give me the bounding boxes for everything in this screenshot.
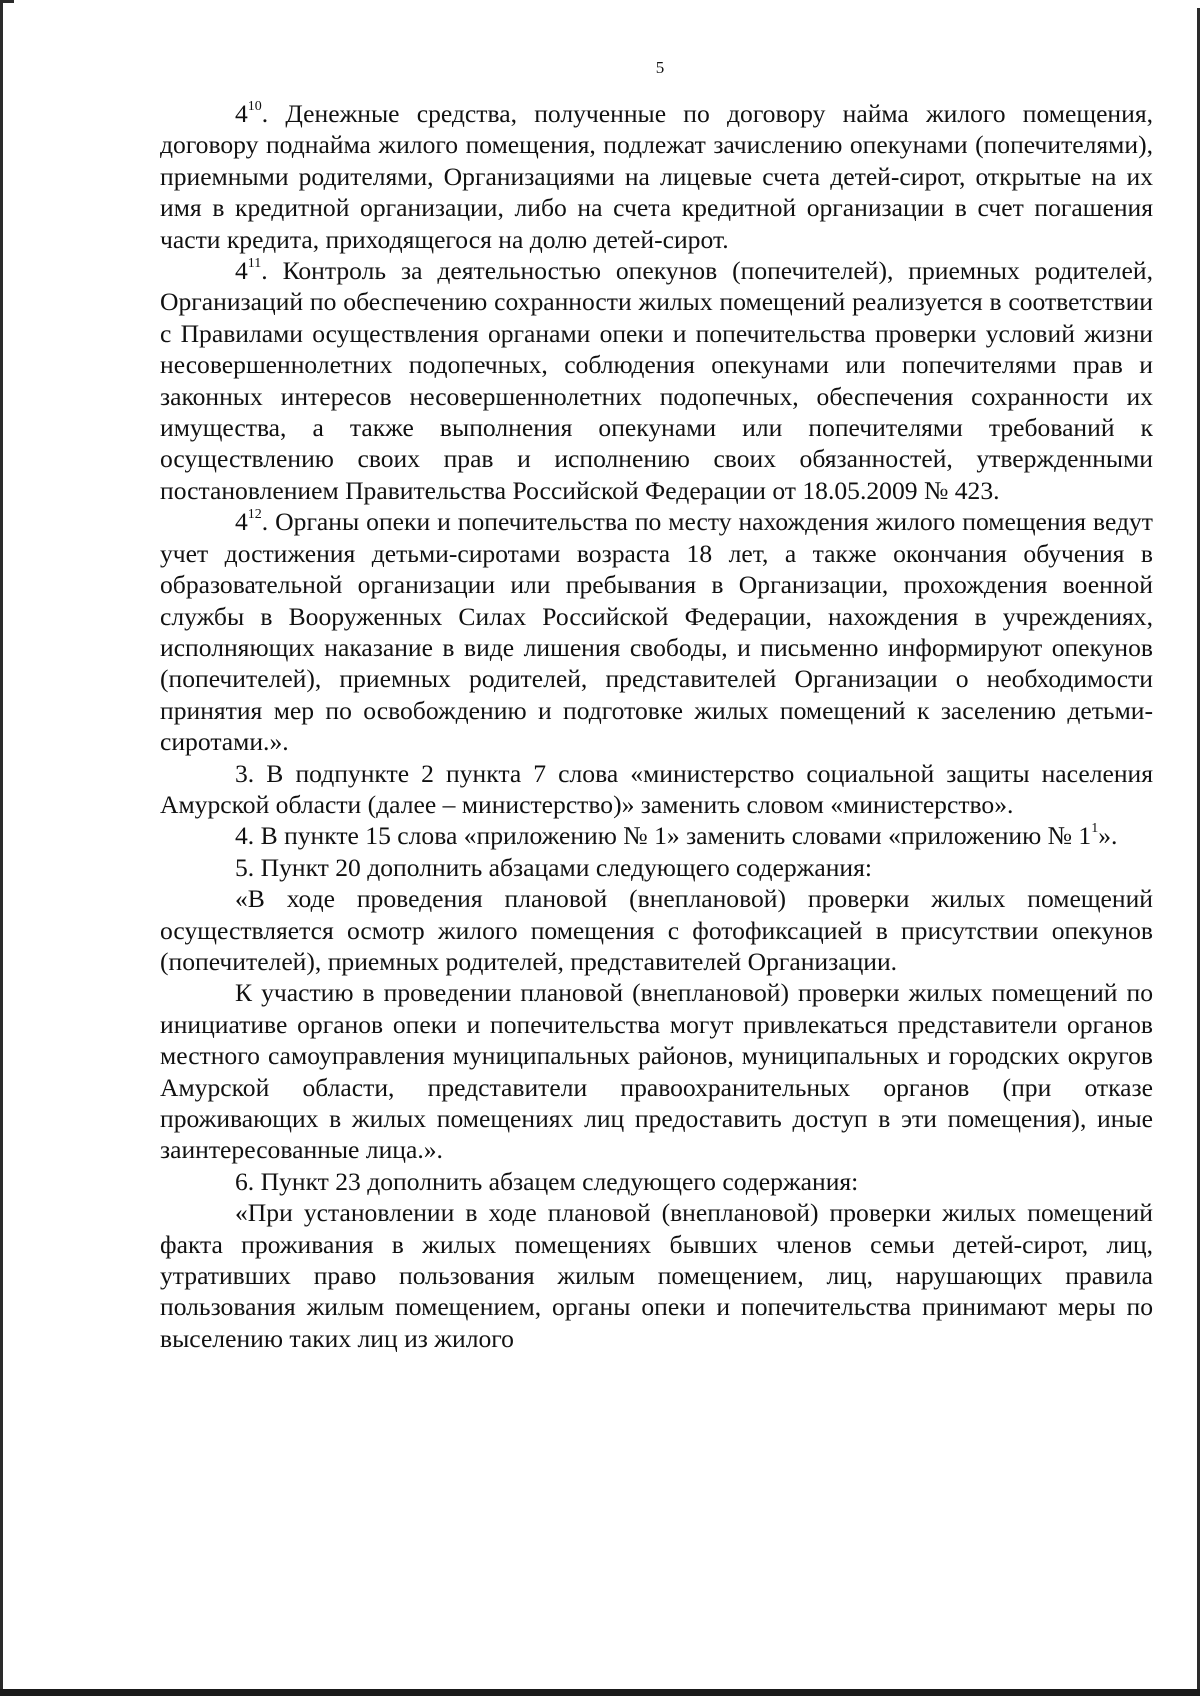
clause-superscript: 10 (247, 99, 262, 114)
paragraph-item-5-quote-1: «В ходе проведения плановой (внеплановой) проверки жилых помещений осуществляется осмотр жилого помещения с фотофиксацией в присутствии опекунов (попечителей), приемных родителей, представителей Организации. (160, 884, 1153, 976)
paragraph-4-10 (160, 98, 1153, 255)
paragraph-item-3: 3. В подпункте 2 пункта 7 слова «министерство социальной защиты населения Амурской области (далее – министерство)» заменить словом «министерство». (160, 758, 1153, 819)
clause-number: 4 (235, 256, 248, 286)
scan-border-left (0, 0, 3, 1696)
paragraph-text: . Контроль за деятельностью опекунов (попечителей), приемных родителей, Организаций по обеспечению сохранности жилых помещений реализуется в соответствии с Правилами осуществления органами опеки и попечительства проверки условий жизни несовершеннолетних подопечных, соблюдения опекунами или попечителями прав и законных интересов несовершеннолетних подопечных, обеспечения сохранности их имущества, а также выполнения опекунами или попечителями требований к осуществлению своих прав и исполнению своих обязанностей, утвержденными постановлением Правительства Российской Федерации от 18.05.2009 № 423. (160, 256, 1153, 505)
clause-number: 4 (235, 99, 248, 128)
paragraph-item-6: 6. Пункт 23 дополнить абзацем следующего содержания: (235, 1166, 859, 1196)
paragraph-item-4 (160, 820, 1153, 851)
paragraph-item-5-quote-2: К участию в проведении плановой (внеплановой) проверки жилых помещений по инициативе органов опеки и попечительства могут привлекаться представители органов местного самоуправления муниципальных районов, муниципальных и городских округов Амурской области, представители правоохранительных органов (при отказе проживающих в жилых помещениях лиц предоставить доступ в эти помещения), иные заинтересованные лица.». (160, 978, 1153, 1165)
clause-superscript: 12 (247, 507, 262, 523)
paragraph-text-end: ». (1098, 821, 1118, 851)
document-body (160, 98, 1153, 1354)
paragraph-item-5: 5. Пункт 20 дополнить абзацами следующего содержания: (235, 852, 872, 882)
paragraph-text: 4. В пункте 15 слова «приложению № 1» заменить словами «приложению № 1 (235, 821, 1092, 851)
scan-border-bottom (0, 1689, 1200, 1696)
clause-superscript: 11 (247, 256, 262, 272)
clause-number: 4 (235, 507, 248, 537)
paragraph-4-12 (160, 506, 1153, 757)
paragraph-item-6-quote: «При установлении в ходе плановой (внеплановой) проверки жилых помещений факта проживания в жилых помещениях бывших членов семьи детей-сирот, лиц, утративших право пользования жилым помещением, лиц, нарушающих правила пользования жилым помещением, органы опеки и попечительства принимают меры по выселению таких лиц из жилого (160, 1198, 1153, 1353)
page-number: 5 (655, 58, 665, 77)
paragraph-4-11 (160, 255, 1153, 506)
paragraph-text: . Денежные средства, полученные по договору найма жилого помещения, договору поднайма жилого помещения, подлежат зачислению опекунами (попечителями), приемными родителями, Организациями на лицевые счета детей-сирот, открытые на их имя в кредитной организации, либо на счета кредитной организации в счет погашения части кредита, приходящегося на долю детей-сирот. (160, 99, 1153, 254)
paragraph-text: . Органы опеки и попечительства по месту нахождения жилого помещения ведут учет достижения детьми-сиротами возраста 18 лет, а также окончания обучения в образовательной организации или пребывания в Организации, прохождения военной службы в Вооруженных Силах Российской Федерации, нахождения в учреждениях, исполняющих наказание в виде лишения свободы, и письменно информируют опекунов (попечителей), приемных родителей, представителей Организации о необходимости принятия мер по освобождению и подготовке жилых помещений к заселению детьми-сиротами.». (160, 507, 1153, 757)
superscript: 1 (1091, 821, 1099, 837)
